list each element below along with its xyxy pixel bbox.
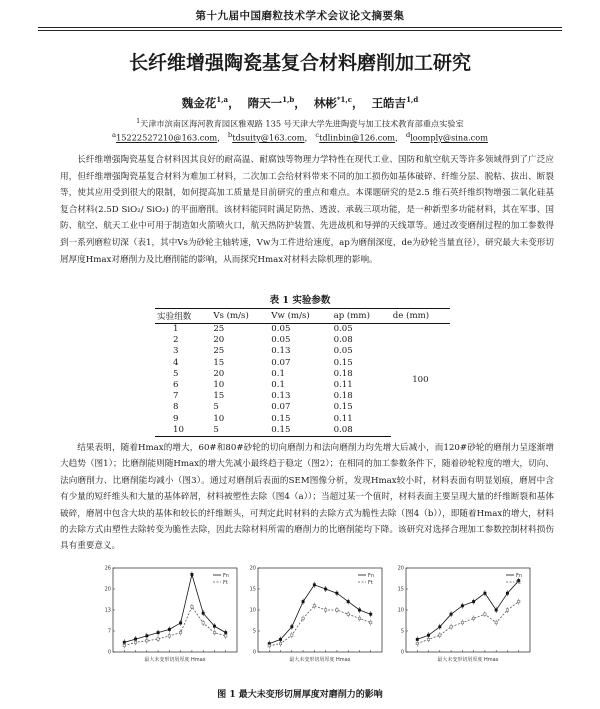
table-header-row [155, 309, 450, 324]
data-point [450, 613, 452, 615]
abstract-paragraph-2: 结果表明，随着Hmax的增大，60#和80#砂轮的切向磨削力和法向磨削力均先增大后减小，而120#砂轮的磨削力呈逐渐增大趋势（图1）；比磨削能则随Hmax的增大先减小最终趋于稳定（图2）；在相同的加工参数条件下，随着砂轮粒度的增大，切向、法向磨削力、比磨削能均减小（图3）。通过对磨削后表面的SEM图像分析，发现Hmax较小时，材料表面有明显划痕，磨屑中含有少量的短纤维头和大量的基体碎屑，材料被塑性去除（图4（a））；当超过某一个值时，材料表面主要呈现大量的纤维断裂和基体破碎，磨屑中包含大块的基体和较长的纤维断头，可判定此时材料的去除方式为脆性去除（图4（b）），即随着Hmax的增大，材料的去除方式由塑性去除转变为脆性去除，因此去除材料所需的磨削力的比磨削能均下降。该研究对选择合理加工参数控制材料损伤具有重要意义。 [60, 443, 554, 552]
email-sup: d [405, 131, 411, 139]
plot-frame [258, 568, 382, 652]
y-tick-label: 7 [107, 628, 111, 635]
table-header-cell: 实验组数 [155, 309, 211, 324]
parameter-table [155, 308, 450, 437]
table-cell: 10 [155, 425, 211, 437]
data-point [439, 634, 441, 636]
legend-label: Fn [368, 572, 375, 579]
data-point [157, 631, 159, 633]
table-cell: 0.15 [271, 413, 291, 424]
email-list: $^a$15222527210@163.com， $^b$tdsuity@163.com， $^c$tdlinbin@126.com， $^d$loomply@sina.com [112, 131, 488, 143]
y-tick-label: 0 [252, 649, 256, 656]
data-point [484, 613, 486, 615]
data-point [168, 628, 170, 630]
data-point [336, 609, 338, 611]
email-link[interactable]: tdlinbin@126.com [319, 132, 396, 143]
figure-1b-chart [240, 560, 390, 670]
data-point [461, 605, 463, 607]
table-cell: 5 [173, 368, 179, 379]
data-point [461, 621, 463, 623]
table-cell: 0.05 [271, 335, 291, 346]
data-point [416, 638, 418, 640]
table-header-cell: de (mm) [391, 309, 450, 324]
author: 王皓吉 [371, 96, 407, 110]
table-row [155, 324, 450, 336]
data-point [302, 600, 304, 602]
legend-label: Ft [368, 579, 373, 586]
series-line-Ft [269, 606, 370, 646]
table-cell: 0.15 [333, 402, 353, 413]
table-cell: 0.05 [271, 324, 291, 334]
author-sup: *1,c [336, 95, 353, 105]
table-cell: 0.07 [271, 402, 291, 413]
y-tick-label: 10 [249, 607, 256, 614]
legend-label: Fn [223, 572, 230, 579]
data-point [495, 609, 497, 611]
y-tick-label: 13 [104, 607, 111, 614]
table-cell: 20 [213, 335, 225, 346]
data-point [370, 613, 372, 615]
data-point [347, 600, 349, 602]
table-cell: 0.18 [333, 391, 353, 402]
author: 隋天一 [247, 96, 283, 110]
author-list: 魏金花$^{1,a}$， 隋天一$^{1,b}$， 林彬$^{*1,c}$， 王皓吉$^{1,d}$ [181, 95, 419, 110]
abstract-paragraph-1: 长纤维增强陶瓷基复合材料因其良好的耐高温、耐腐蚀等物理力学特性在现代工业、国防和航空航天等许多领域得到了广泛应用，但纤维增强陶瓷基复合材料为难加工材料，二次加工会给材料带来不同的加工损伤如基体破碎、纤维分层、脱粘、拔出、断裂等，使其应用受到很大的限制，如何提高加工质量是目前研究的重点和难点。本课题研究的是2.5 维石英纤维织物增强二氧化硅基复合材料(2.5D SiO₂/ SiO₂) 的平面磨削。该材料能同时满足防热、透波、承载三项功能，是一种新型多功能材料，其在军事、国防、航空、航天工业中可用于制造如火箭喷火口，航天热防护装置、先进战机和导弹的天线罩等。通过改变磨削过程的加工参数得到一系列磨粒切深（表1，其中Vs为砂轮主轴转速，Vw为工件进给速度，ap为磨削深度，de为砂轮当量直径），研究最大未变形切屑厚度Hmax对磨削力及比磨削能的影响，从而探究Hmax对材料去除机理的影响。 [60, 155, 554, 265]
data-point [123, 644, 125, 646]
data-point [506, 592, 508, 594]
y-tick-label: 10 [397, 607, 404, 614]
series-line-Ft [417, 602, 518, 644]
y-tick-label: 20 [397, 565, 404, 572]
y-tick-label: 5 [252, 628, 256, 635]
data-point [191, 606, 193, 608]
data-point [324, 588, 326, 590]
table-cell: 0.11 [333, 380, 353, 391]
table-cell: 0.11 [333, 413, 353, 424]
data-point [146, 635, 148, 637]
table-header-cell: Vw (m/s) [269, 309, 331, 324]
table-cell: 0.13 [271, 391, 291, 402]
data-point [279, 638, 281, 640]
table-cell: 5 [213, 402, 219, 413]
data-point [324, 609, 326, 611]
y-tick-label: 5 [400, 628, 404, 635]
figure-1c-chart [388, 560, 538, 670]
table-cell: 0.13 [271, 346, 291, 357]
affiliation [40, 118, 560, 130]
data-point [370, 621, 372, 623]
table-cell: 25 [213, 324, 225, 334]
data-point [358, 617, 360, 619]
data-point [179, 631, 181, 633]
x-axis-label: 最大未变形切屑厚度 Hmax [437, 657, 499, 663]
table-cell: 0.1 [271, 380, 285, 391]
data-point [313, 584, 315, 586]
data-point [291, 626, 293, 628]
data-point [495, 621, 497, 623]
table-cell: 20 [213, 368, 225, 379]
x-axis-label: 最大未变形切屑厚度 Hmax [144, 657, 206, 663]
data-point [157, 638, 159, 640]
data-point [213, 631, 215, 633]
data-point [416, 642, 418, 644]
legend-label: Ft [223, 579, 228, 586]
email-link[interactable]: 15222527210@163.com [116, 132, 218, 143]
figure-1a-chart [95, 560, 245, 670]
data-point [179, 622, 181, 624]
data-point [146, 639, 148, 641]
data-point [484, 592, 486, 594]
table-cell: 5 [211, 425, 269, 437]
table-cell: 6 [173, 380, 179, 391]
email-link[interactable]: loomply@sina.com [410, 132, 488, 143]
table-cell: 15 [213, 357, 225, 368]
data-point [472, 600, 474, 602]
table-header-cell: Vs (m/s) [211, 309, 269, 324]
table-cell: 0.05 [333, 324, 353, 334]
data-point [336, 592, 338, 594]
table-cell: 0.1 [271, 368, 285, 379]
data-point [302, 617, 304, 619]
email-sup: c [315, 131, 320, 139]
table-cell: 0.08 [333, 335, 353, 346]
table-cell: 10 [213, 413, 225, 424]
data-point [291, 634, 293, 636]
email-link[interactable]: tdsuity@163.com [232, 132, 305, 143]
data-point [213, 625, 215, 627]
table-cell: 0.15 [269, 425, 331, 437]
data-point [202, 622, 204, 624]
data-point [427, 634, 429, 636]
table-cell: 0.05 [333, 346, 353, 357]
author: 林彬 [313, 96, 337, 110]
data-point [313, 605, 315, 607]
table-cell: 2 [173, 335, 179, 346]
author: 魏金花 [181, 96, 217, 110]
affiliation-sup: 1 [136, 118, 141, 125]
table-cell: 25 [213, 346, 225, 357]
affiliation-text: 天津市滨南区海河教育园区雅观路 135 号天津大学先进陶瓷与加工技术教育部重点实验室 [140, 118, 464, 129]
series-line-Fn [269, 585, 370, 644]
plot-frame [113, 568, 237, 652]
table-cell: 0.18 [333, 368, 353, 379]
data-point [268, 645, 270, 647]
data-point [472, 617, 474, 619]
table-caption: 表 1 实验参数 [269, 295, 331, 306]
y-tick-label: 20 [249, 565, 256, 572]
plot-frame [406, 568, 530, 652]
table-header-cell: ap (mm) [332, 309, 391, 324]
y-tick-label: 15 [397, 586, 404, 593]
data-point [439, 626, 441, 628]
data-point [168, 635, 170, 637]
data-point [134, 641, 136, 643]
data-point [202, 612, 204, 614]
series-line-Fn [124, 574, 225, 642]
data-point [358, 609, 360, 611]
paper-title: 长纤维增强陶瓷基复合材料磨削加工研究 [128, 52, 471, 74]
table-cell: 0.08 [332, 425, 391, 437]
table-cell: 15 [213, 391, 225, 402]
table-cell: 1 [173, 324, 179, 334]
table-cell: 3 [173, 346, 179, 357]
y-tick-label: 0 [107, 649, 111, 656]
email-sup: a [112, 131, 117, 139]
y-tick-label: 0 [400, 649, 404, 656]
legend-label: Ft [516, 579, 521, 586]
table-cell: 9 [173, 413, 179, 424]
legend-label: Fn [516, 572, 523, 579]
data-point [427, 638, 429, 640]
data-point [279, 642, 281, 644]
data-point [225, 635, 227, 637]
table-cell: 8 [173, 402, 179, 413]
data-point [518, 600, 520, 602]
author-sup: 1,b [282, 95, 295, 105]
data-point [506, 609, 508, 611]
y-tick-label: 15 [249, 586, 256, 593]
table-cell: 4 [173, 357, 179, 368]
table-cell: 0.15 [333, 357, 353, 368]
series-line-Fn [417, 581, 518, 640]
table-cell: 10 [213, 380, 225, 391]
x-axis-label: 最大未变形切屑厚度 Hmax [289, 657, 351, 663]
y-tick-label: 26 [104, 565, 111, 572]
table-cell: 7 [173, 391, 179, 402]
table-cell-de: 100 [412, 374, 429, 385]
running-header: 第十九届中国磨粒技术学术会议论文摘要集 [38, 8, 562, 28]
y-tick-label: 20 [104, 586, 111, 593]
email-sup: b [227, 131, 233, 139]
table-cell: 0.07 [271, 357, 291, 368]
author-sup: 1,a [216, 95, 229, 105]
author-sup: 1,d [406, 95, 419, 105]
data-point [191, 573, 193, 575]
data-point [347, 613, 349, 615]
figure-caption: 图 1 最大未变形切屑厚度对磨削力的影响 [217, 690, 383, 700]
data-point [450, 626, 452, 628]
